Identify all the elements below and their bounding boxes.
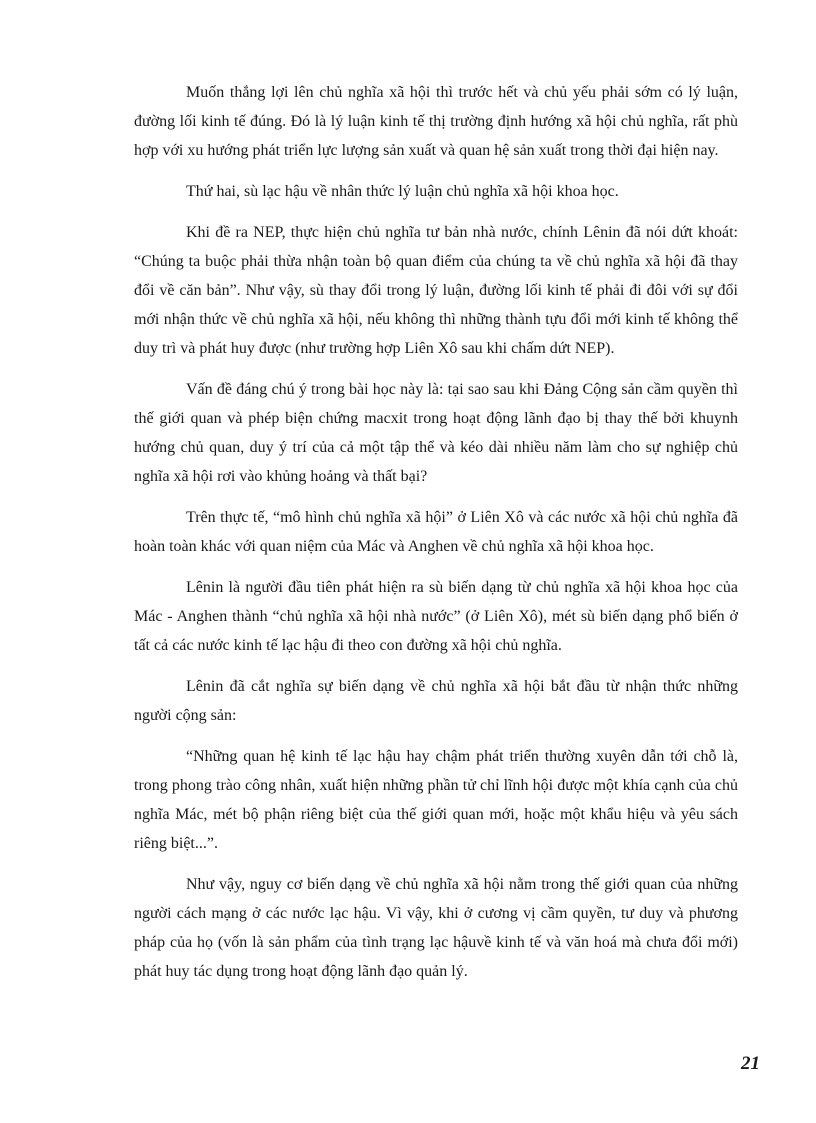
paragraph-soviet-model: Trên thực tế, “mô hình chủ nghĩa xã hội” ở Liên Xô và các nước xã hội chủ nghĩa đã hoàn toàn khác với quan niệm của Mác và Anghen về chủ nghĩa xã hội khoa học. <box>134 509 738 555</box>
paragraph-lenin-explanation: Lênin đã cắt nghĩa sự biến dạng về chủ nghĩa xã hội bắt đầu từ nhận thức những người cộng sản: <box>134 678 738 724</box>
paragraph-lenin-discovery: Lênin là người đầu tiên phát hiện ra sù biến dạng từ chủ nghĩa xã hội khoa học của Mác - Anghen thành “chủ nghĩa xã hội nhà nước” (ở Liên Xô), mét sù biến dạng phổ biến ở tất cả các nước kinh tế lạc hậu đi theo con đường xã hội chủ nghĩa. <box>134 579 738 654</box>
paragraph-second-point: Thứ hai, sù lạc hậu về nhân thức lý luận chủ nghĩa xã hội khoa học. <box>186 183 619 200</box>
paragraph-nep: Khi đề ra NEP, thực hiện chủ nghĩa tư bản nhà nước, chính Lênin đã nói dứt khoát: “Chúng ta buộc phải thừa nhận toàn bộ quan điểm của chúng ta về chủ nghĩa xã hội đã thay đổi về căn bản”. Như vậy, sù thay đổi trong lý luận, đường lối kinh tế phải đi đôi với sự đổi mới nhận thức về chủ nghĩa xã hội, nếu không thì những thành tựu đổi mới kinh tế không thể duy trì và phát huy được (như trường hợp Liên Xô sau khi chấm dứt NEP). <box>134 224 738 357</box>
paragraph-economic-theory: Muốn thắng lợi lên chủ nghĩa xã hội thì trước hết và chủ yếu phải sớm có lý luận, đường lối kinh tế đúng. Đó là lý luận kinh tế thị trường định hướng xã hội chủ nghĩa, rất phù hợp với xu hướng phát triển lực lượng sản xuất và quan hệ sản xuất trong thời đại hiện nay. <box>134 84 738 159</box>
page-number: 21 <box>741 1053 760 1074</box>
document-page <box>134 78 738 998</box>
paragraph-lesson-question: Vấn đề đáng chú ý trong bài học này là: tại sao sau khi Đảng Cộng sản cầm quyền thì thế giới quan và phép biện chứng macxit trong hoạt động lãnh đạo bị thay thế bởi khuynh hướng chủ quan, duy ý trí của cả một tập thể và kéo dài nhiều năm làm cho sự nghiệp chủ nghĩa xã hội rơi vào khủng hoảng và thất bại? <box>134 381 738 485</box>
paragraph-conclusion: Như vậy, nguy cơ biến dạng về chủ nghĩa xã hội nằm trong thế giới quan của những người cách mạng ở các nước lạc hậu. Vì vậy, khi ở cương vị cầm quyền, tư duy và phương pháp của họ (vốn là sản phẩm của tình trạng lạc hậuvề kinh tế và văn hoá mà chưa đổi mới) phát huy tác dụng trong hoạt động lãnh đạo quản lý. <box>134 876 738 980</box>
paragraph-quotation: “Những quan hệ kinh tế lạc hậu hay chậm phát triển thường xuyên dẫn tới chỗ là, trong phong trào công nhân, xuất hiện những phần tử chỉ lĩnh hội được một khía cạnh của chủ nghĩa Mác, mét bộ phận riêng biệt của thế giới quan mới, hoặc một khẩu hiệu và yêu sách riêng biệt...”. <box>134 748 738 852</box>
